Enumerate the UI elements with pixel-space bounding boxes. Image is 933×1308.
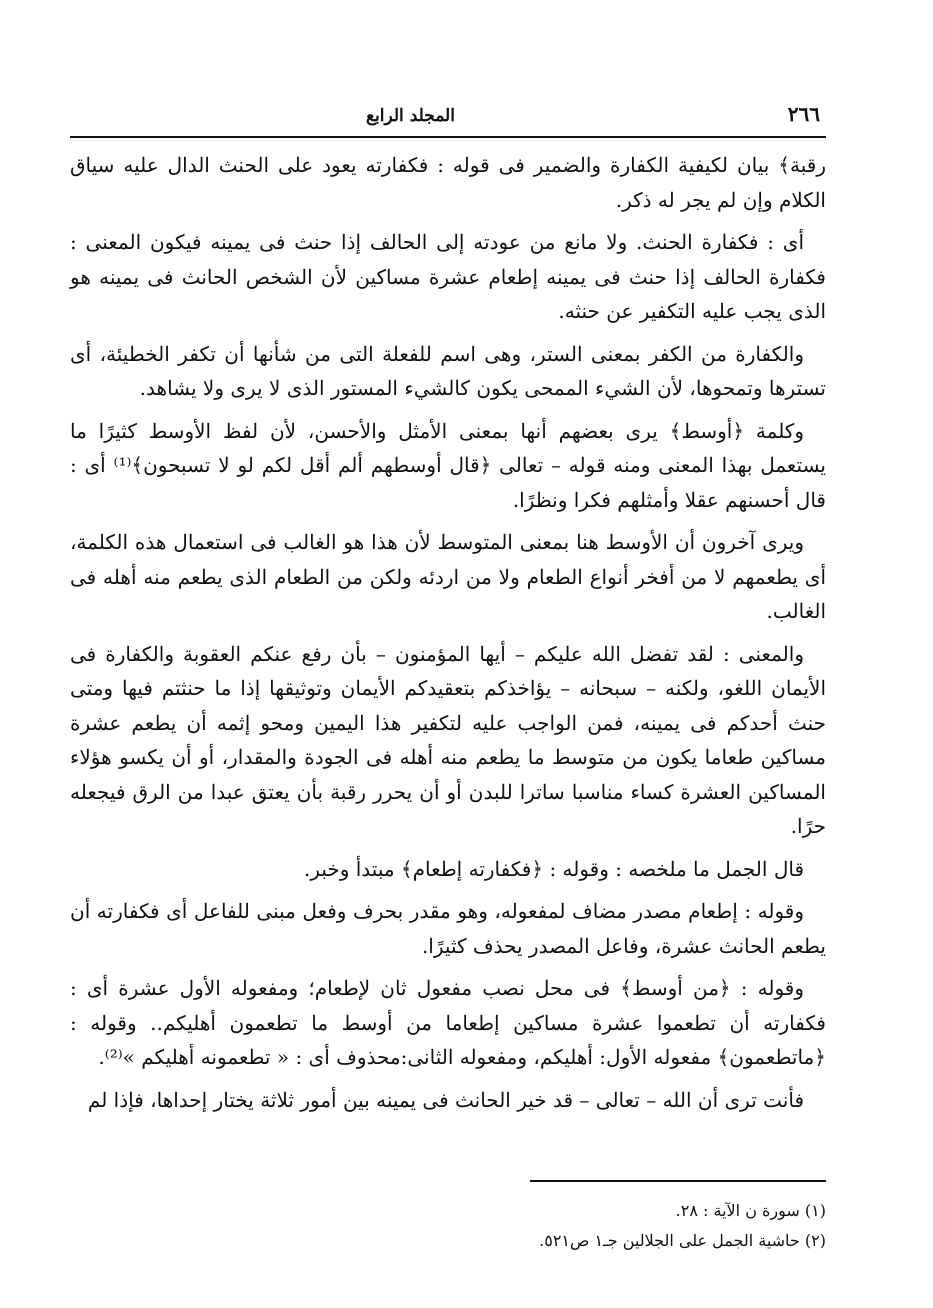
paragraph: وقوله : ﴿من أوسط﴾ فى محل نصب مفعول ثان لإطعام؛ ومفعوله الأول عشرة أى : فكفارته أن تطعموا عشرة مساكين إطعاما من أوسط ما تطعمون أهليكم.. وقوله : ﴿ماتطعمون﴾ مفعوله الأول: أهليكم، ومفعوله الثانى:محذوف أى : « تطعمونه أهليكم »⁽²⁾. [70,976,826,1069]
paragraph: وكلمة ﴿أوسط﴾ يرى بعضهم أنها بمعنى الأمثل والأحسن، لأن لفظ الأوسط كثيرًا ما يستعمل بهذا المعنى ومنه قوله – تعالى ﴿قال أوسطهم ألم أقل لكم لو لا تسبحون﴾⁽¹⁾ أى : قال أحسنهم عقلا وأمثلهم فكرا ونظرًا. [70,418,826,512]
paragraph: وقوله : إطعام مصدر مضاف لمفعوله، وهو مقدر بحرف وفعل مبنى للفاعل أى فكفارته أن يطعم الحانث عشرة، وفاعل المصدر يحذف كثيرًا. [70,899,826,958]
header-rule [70,136,826,138]
footnote-rule [530,1180,826,1182]
running-title: المجلد الرابع [366,106,455,126]
page-header [76,92,820,126]
footnote: (٢) حاشية الجمل على الجلالين جـ١ ص٥٢١. [539,1231,826,1250]
footnotes [70,1196,826,1256]
footnote: (١) سورة ن الآية : ٢٨. [675,1201,826,1220]
paragraph: أى : فكفارة الحنث. ولا مانع من عودته إلى الحالف إذا حنث فى يمينه فيكون المعنى : فكفارة الحالف إذا حنث فى يمينه إطعام عشرة مساكين لأن الشخص الحانث فى يمينه هو الذى يجب عليه التكفير عن حنثه. [70,230,826,323]
paragraph: رقبة﴾ بيان لكيفية الكفارة والضمير فى قوله : فكفارته يعود على الحنث الدال عليه سياق الكلام وإن لم يجر له ذكر. [70,153,826,212]
page-number: ٢٦٦ [787,102,820,126]
paragraph: والكفارة من الكفر بمعنى الستر، وهى اسم للفعلة التى من شأنها أن تكفر الخطيئة، أى تسترها وتمحوها، لأن الشيء الممحى يكون كالشيء المستور الذى لا يرى ولا يشاهد. [70,341,826,400]
page-body [70,148,826,1125]
paragraph: قال الجمل ما ملخصه : وقوله : ﴿فكفارته إطعام﴾ مبتدأ وخبر. [303,856,804,881]
paragraph: والمعنى : لقد تفضل الله عليكم – أيها المؤمنون – بأن رفع عنكم العقوبة والكفارة فى الأيمان اللغو، ولكنه – سبحانه – يؤاخذكم بتعقيدكم الأيمان وتوثيقها إذا ما حنثتم فيها ومتى حنث أحدكم فى يمينه، فمن الواجب عليه لتكفير هذا اليمين ومحو إثمه أن يطعم عشرة مساكين طعاما يكون من متوسط ما يطعم منه أهله فى الجودة والمقدار، أو أن يكسو هؤلاء المساكين العشرة كساء مناسبا ساترا للبدن أو أن يحرر رقبة بأن يعتق عبدا من الرق فيجعله حرًا. [70,641,826,838]
paragraph: فأنت ترى أن الله – تعالى – قد خير الحانث فى يمينه بين أمور ثلاثة يختار إحداها، فإذا لم [87,1087,804,1112]
paragraph: ويرى آخرون أن الأوسط هنا بمعنى المتوسط لأن هذا هو الغالب فى استعمال هذه الكلمة، أى يطعمهم لا من أفخر أنواع الطعام ولا من اردئه ولكن من الطعام الذى يطعم منه أهله فى الغالب. [70,530,826,623]
